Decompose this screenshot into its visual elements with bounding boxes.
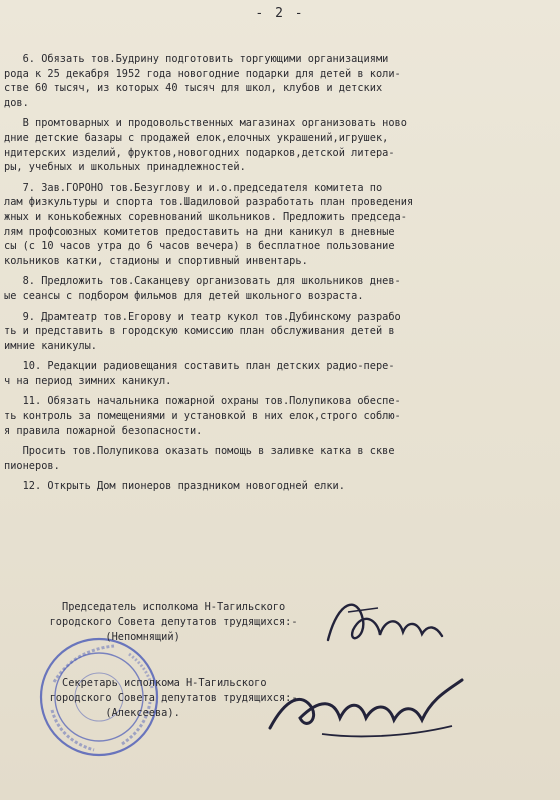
signature-line: городского Совета депутатов трудящихся:- — [0, 616, 298, 628]
text-line: ть и представить в городскую комиссию план обслуживания детей в — [4, 325, 395, 338]
text-line: В промтоварных и продовольственных магазинах организовать ново — [4, 117, 407, 130]
paragraph-p11b — [4, 444, 552, 473]
text-line: лам физкультуры и спорта тов.Шадиловой разработать план проведения — [4, 196, 414, 209]
signature-line: (Непомнящий) — [0, 631, 180, 643]
signature-line: (Алексеева). — [0, 707, 180, 719]
text-line: 7. Зав.ГОРОНО тов.Безуглову и и.о.председателя комитета по — [4, 181, 383, 194]
text-line: 6. Обязать тов.Будрину подготовить торгующими организациями — [4, 53, 389, 65]
paragraph-p6b — [4, 116, 552, 174]
document-body — [4, 52, 552, 500]
text-line: имние каникулы. — [4, 339, 97, 352]
text-line: ть контроль за помещениями и установкой в них елок,строго соблю- — [4, 410, 401, 423]
text-line: ч на период зимних каникул. — [4, 374, 172, 387]
text-line: ндитерских изделий, фруктов,новогодних подарков,детской литера- — [4, 146, 395, 159]
text-line: рода к 25 декабря 1952 года новогодние подарки для детей в коли- — [4, 67, 401, 80]
paragraph-p8 — [4, 274, 552, 303]
paragraph-p10 — [4, 359, 552, 388]
paragraph-p12 — [4, 479, 552, 494]
text-line: 10. Редакции радиовещания составить план детских радио-пере- — [4, 360, 395, 373]
signature-line: Председатель исполкома Н-Тагильского — [0, 601, 286, 613]
text-line: я правила пожарной безопасности. — [4, 424, 203, 437]
text-line: дов. — [4, 96, 29, 109]
signature-block-chairman — [0, 600, 560, 645]
text-line: 11. Обязать начальника пожарной охраны тов.Полупикова обеспе- — [4, 395, 401, 408]
page-number: - 2 - — [255, 6, 305, 21]
text-line: жных и конькобежных соревнований школьников. Предложить председа- — [4, 210, 407, 223]
text-line: ры, учебных и школьных принадлежностей. — [4, 161, 246, 174]
paragraph-p7 — [4, 181, 552, 269]
text-line: лям профсоюзных комитетов предоставить на дни каникул в дневные — [4, 225, 395, 238]
text-line: Просить тов.Полупикова оказать помощь в заливке катка в скве — [4, 445, 395, 458]
signature-line: городского Совета депутатов трудящихся:- — [0, 692, 298, 704]
text-line: стве 60 тысяч, из которых 40 тысяч для школ, клубов и детских — [4, 82, 383, 95]
text-line: сы (с 10 часов утра до 6 часов вечера) в бесплатное пользование — [4, 240, 395, 253]
text-line: 9. Драмтеатр тов.Егорову и театр кукол тов.Дубинскому разрабо — [4, 310, 401, 323]
text-line: 12. Открыть Дом пионеров праздником новогодней елки. — [4, 480, 345, 493]
text-line: пионеров. — [4, 459, 60, 472]
paragraph-p6 — [4, 52, 552, 110]
chairman-signature-icon — [318, 590, 448, 660]
text-line: 8. Предложить тов.Саканцеву организовать для школьников днев- — [4, 275, 401, 288]
text-line: ые сеансы с подбором фильмов для детей школьного возраста. — [4, 289, 364, 302]
text-line: кольников катки, стадионы и спортивный инвентарь. — [4, 254, 308, 267]
signature-line: Секретарь исполкома Н-Тагильского — [0, 677, 267, 689]
secretary-signature-icon — [262, 668, 472, 748]
paragraph-p11 — [4, 394, 552, 438]
text-line: дние детские базары с продажей елок,елочных украшений,игрушек, — [4, 131, 389, 144]
paragraph-p9 — [4, 310, 552, 354]
